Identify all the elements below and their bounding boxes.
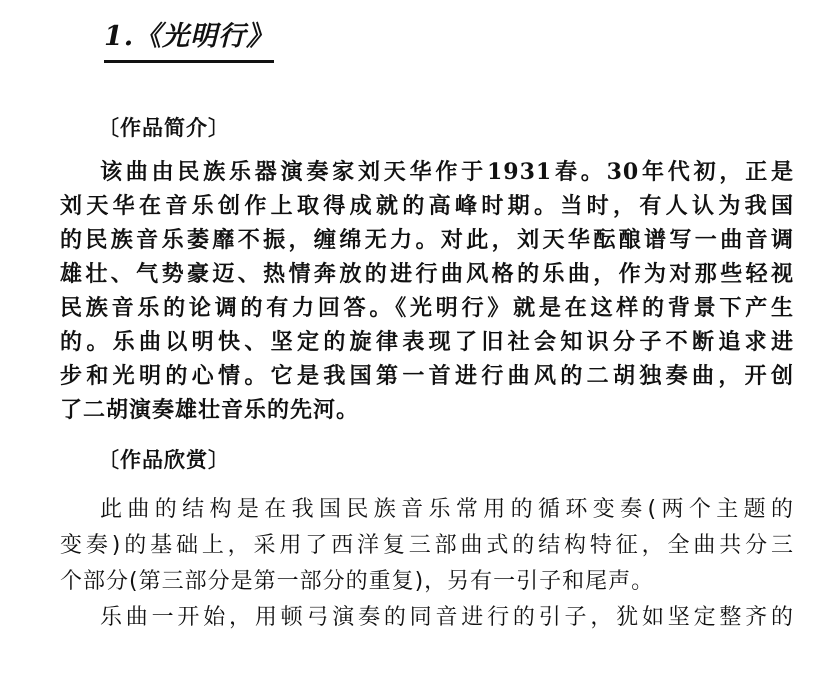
section-heading-appreciation: 〔作品欣赏〕 (98, 447, 230, 472)
intro-line-2: 刘天华在音乐创作上取得成就的高峰时期。当时，有人认为我国 (60, 193, 794, 219)
appreciation-line-4: 乐曲一开始，用顿弓演奏的同音进行的引子，犹如坚定整齐的 (100, 605, 794, 630)
piece-title: 1.《光明行》 (104, 21, 275, 52)
appreciation-line-2: 变奏)的基础上，采用了西洋复三部曲式的结构特征，全曲共分三 (60, 533, 794, 558)
intro-line-5: 民族音乐的论调的有力回答。《光明行》就是在这样的背景下产生 (60, 295, 794, 321)
title-underline (104, 60, 274, 63)
intro-line-3: 的民族音乐萎靡不振，缠绵无力。对此，刘天华酝酿谱写一曲音调 (60, 227, 794, 253)
appreciation-line-1: 此曲的结构是在我国民族音乐常用的循环变奏(两个主题的 (100, 497, 794, 522)
intro-line-8: 了二胡演奏雄壮音乐的先河。 (60, 397, 360, 423)
appreciation-line-3: 个部分(第三部分是第一部分的重复)，另有一引子和尾声。 (60, 569, 655, 594)
intro-line-7: 步和光明的心情。它是我国第一首进行曲风的二胡独奏曲，开创 (60, 363, 794, 389)
intro-line-4: 雄壮、气势豪迈、热情奔放的进行曲风格的乐曲，作为对那些轻视 (60, 261, 794, 287)
intro-line-6: 的。乐曲以明快、坚定的旋律表现了旧社会知识分子不断追求进 (60, 329, 794, 355)
section-heading-introduction: 〔作品简介〕 (98, 115, 230, 140)
intro-line-1: 该曲由民族乐器演奏家刘天华作于1931春。30年代初，正是 (100, 159, 794, 185)
